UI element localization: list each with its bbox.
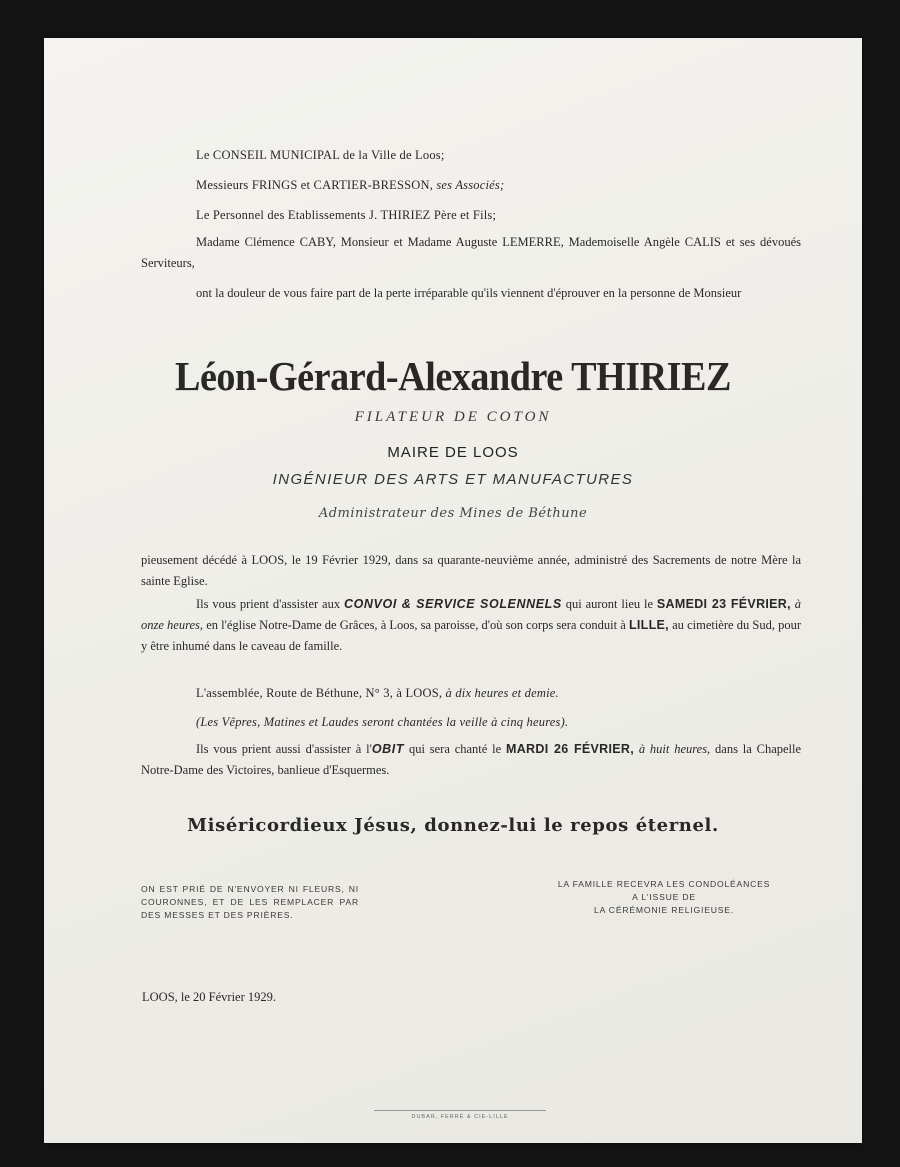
assemblee-address: L'assemblée, Route de Béthune, N° 3, à LOOS,	[196, 686, 443, 700]
assemblee-hour: à dix heures et demie.	[445, 686, 559, 700]
convoi-text-h: au cimetière du Sud, pour y être inhumé dans le caveau de famille.	[141, 618, 801, 653]
obit-hour: à huit heures,	[638, 742, 711, 756]
obit-text-a: Ils vous prient aussi d'assister à l'	[196, 742, 372, 756]
convoi-paragraph	[141, 594, 801, 657]
note-condolences-line3: LA CÉRÉMONIE RELIGIEUSE.	[593, 905, 735, 915]
convoi-hour: à onze heures,	[141, 597, 802, 632]
convoi-date: SAMEDI 23 FÉVRIER,	[656, 597, 791, 611]
deces-paragraph: pieusement décédé à LOOS, le 19 Février 1929, dans sa quarante-neuvième année, administré des Sacrements de notre Mère la sainte Eglise.	[141, 553, 801, 588]
funeral-notice-sheet	[44, 38, 862, 1143]
obit-date: MARDI 26 FÉVRIER,	[506, 742, 634, 756]
intro-line-conseil: Le CONSEIL MUNICIPAL de la Ville de Loos;	[196, 148, 445, 162]
title-filateur: FILATEUR DE COTON	[354, 409, 552, 425]
note-condolences	[544, 878, 784, 917]
printer-imprint: DUBAR, FERRÉ & CIE-LILLE	[411, 1114, 509, 1120]
note-condolences-line2: A L'ISSUE DE	[632, 892, 696, 902]
obit-label: OBIT	[371, 742, 405, 756]
printer-divider	[374, 1110, 546, 1111]
title-maire: MAIRE DE LOOS	[387, 444, 519, 461]
vepres-line: (Les Vêpres, Matines et Laudes seront chantées la veille à cinq heures).	[196, 715, 569, 729]
associes-names: Messieurs FRINGS et CARTIER-BRESSON,	[196, 178, 434, 192]
title-administrateur: Administrateur des Mines de Béthune	[318, 506, 588, 521]
convoi-service-label: CONVOI & SERVICE SOLENNELS	[343, 597, 562, 611]
obit-text-c: qui sera chanté le	[408, 742, 502, 756]
prayer-line: Miséricordieux Jésus, donnez-lui le repos éternel.	[187, 815, 719, 836]
assemblee-line	[196, 686, 559, 701]
convoi-text-a: Ils vous prient d'assister aux	[196, 597, 341, 611]
intro-line-associes	[196, 178, 504, 193]
convoi-text-c: qui auront lieu le	[565, 597, 654, 611]
intro-line-personnel: Le Personnel des Etablissements J. THIRIEZ Père et Fils;	[196, 208, 497, 222]
obit-paragraph	[141, 739, 801, 781]
obit-text-f: dans la Chapelle Notre-Dame des Victoires, banlieue d'Esquermes.	[141, 742, 802, 777]
title-ingenieur: INGÉNIEUR DES ARTS ET MANUFACTURES	[272, 471, 634, 488]
intro-line-douleur: ont la douleur de vous faire part de la perte irréparable qu'ils viennent d'éprouver en la personne de Monsieur	[196, 286, 742, 300]
note-condolences-line1: LA FAMILLE RECEVRA LES CONDOLÉANCES	[557, 879, 771, 889]
associes-label: ses Associés;	[436, 178, 505, 192]
intro-line-family: Madame Clémence CABY, Monsieur et Madame Auguste LEMERRE, Mademoiselle Angèle CALIS et ses dévoués Serviteurs,	[141, 235, 801, 270]
convoi-text-f: en l'église Notre-Dame de Grâces, à Loos, sa paroisse, d'où son corps sera conduit à	[206, 618, 626, 632]
deceased-name: Léon-Gérard-Alexandre THIRIEZ	[174, 353, 731, 399]
convoi-city: LILLE,	[628, 618, 669, 632]
note-flowers: ON EST PRIÉ DE N'ENVOYER NI FLEURS, NI COURONNES, ET DE LES REMPLACER PAR DES MESSES ET DES PRIÈRES.	[141, 884, 359, 920]
document-date: LOOS, le 20 Février 1929.	[142, 990, 277, 1004]
